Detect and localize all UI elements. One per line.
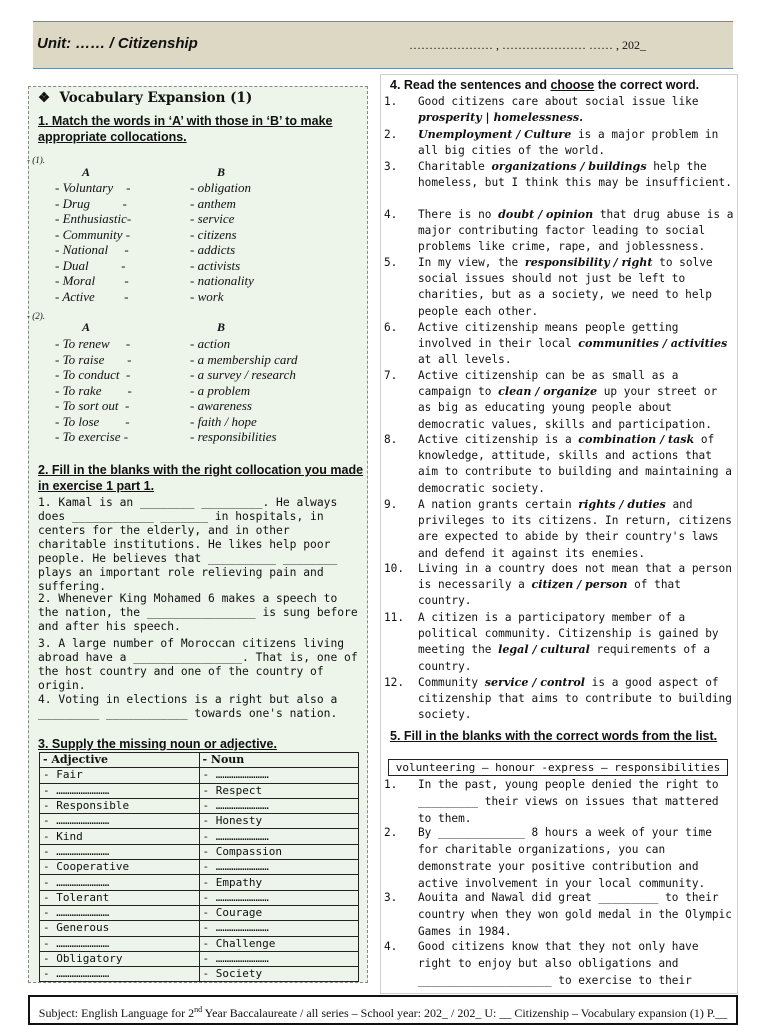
table-cell: - Responsible: [40, 798, 200, 813]
item-text: Active citizenship is a: [418, 433, 579, 446]
ex4-item: [384, 255, 734, 320]
choice-options: Unemployment / Culture: [418, 128, 572, 141]
ex2-item: 3. A large number of Moroccan citizens living abroad have a ________________. That is, one of the host country and one of the country of origin.: [38, 637, 358, 692]
table-cell: - ……………………: [40, 875, 200, 890]
item-number: 9.: [384, 498, 398, 511]
part1-col-a-head: A: [82, 165, 91, 179]
table-cell: - Courage: [199, 905, 359, 920]
table-cell: - ……………………: [199, 921, 359, 936]
item-number: 1.: [384, 778, 398, 791]
ex4-item-text: [384, 561, 734, 610]
table-cell: - ……………………: [199, 829, 359, 844]
part2-label: - (2).: [27, 311, 45, 321]
item-text: of knowledge, attitude, skills and actions that aim to contribute to building and maintaining a democratic society.: [418, 433, 732, 495]
ex2-item: 1. Kamal is an ________ _________. He always does ____________ _______ in hospitals, in centers for the elderly, and in other charitable institutions. He likes help poor people. He believes that __________ ________ plays an important role relieving pain and suffering.: [38, 496, 338, 593]
item-text: A nation grants certain: [418, 498, 579, 511]
table-cell: - ……………………: [199, 860, 359, 875]
footer-pre: Subject: English Language for 2: [38, 1006, 195, 1020]
item-number: 10.: [384, 562, 405, 575]
choice-options: organizations / buildings: [491, 160, 647, 173]
ex4-item-text: [384, 207, 734, 256]
ex4-item: [384, 94, 734, 126]
choice-options: prosperity | homelessness.: [418, 111, 583, 125]
word-list-box: volunteering – honour -express – responsibilities: [388, 759, 728, 776]
ex4-item-text: [384, 432, 734, 497]
table-row: [40, 936, 359, 951]
part1-col-b-head: B: [217, 165, 226, 179]
ex5-item-text: [384, 889, 734, 940]
part1-label: - (1).: [27, 155, 45, 165]
item-text: A citizen is a participatory member of a political community. Citizenship is gained by meeting the: [418, 611, 719, 657]
table-cell: - ……………………: [199, 890, 359, 905]
choice-options: clean / organize: [498, 385, 598, 399]
part2-col-b: - action - a membership card - a survey / research - a problem - awareness - faith / hope - responsibilities: [190, 336, 298, 444]
ex4-item-text: [384, 255, 734, 320]
choice-options: rights / duties: [578, 498, 666, 511]
table-cell: - Cooperative: [40, 860, 200, 875]
table-cell: - Obligatory: [40, 951, 200, 966]
ex4-item-text: [384, 675, 734, 724]
item-number: 11.: [384, 611, 405, 624]
item-number: 7.: [384, 369, 398, 382]
ex5-item: [384, 889, 734, 940]
ex4-item-text: [384, 94, 734, 126]
item-text: Active citizenship can be as small as a campaign to: [418, 369, 679, 399]
ex1-title: 1. Match the words in ‘A’ with those in ‘B’ to make appropriate collocations.: [38, 114, 333, 144]
item-number: 12.: [384, 676, 405, 689]
ex4-item: [384, 561, 734, 610]
ex4-item: [384, 320, 734, 369]
table-cell: - Honesty: [199, 814, 359, 829]
footer-sup: nd: [194, 1005, 203, 1014]
table-cell: - Fair: [40, 768, 200, 783]
table-row: [40, 860, 359, 875]
table-cell: - Adjective: [40, 753, 200, 768]
ex2-item: 2. Whenever King Mohamed 6 makes a speech to the nation, the ________________ is sung before and after his speech.: [38, 592, 358, 633]
item-text: that drug abuse is a major contributing factor leading to social problems like crime, rape, and joblessness.: [418, 208, 734, 254]
item-text: of that country.: [418, 578, 681, 608]
item-number: 3.: [384, 160, 398, 173]
table-cell: - Society: [199, 967, 359, 982]
table-cell: - ……………………: [199, 798, 359, 813]
table-row: [40, 905, 359, 920]
table-row: [40, 829, 359, 844]
table-cell: - ……………………: [40, 783, 200, 798]
table-cell: - ……………………: [40, 967, 200, 982]
ex4-item-text: [384, 127, 734, 159]
item-number: 2.: [384, 826, 398, 839]
vocab-title: [38, 90, 252, 106]
ex4-item: [384, 159, 734, 191]
item-number: 5.: [384, 256, 398, 269]
item-text: is a major problem in all big cities of the world.: [418, 128, 719, 158]
table-row: [40, 798, 359, 813]
item-text: In the past, young people denied the right to _________ their views on issues that mattered to them.: [418, 778, 719, 825]
ex4-item: [384, 368, 734, 433]
choice-options: citizen / person: [531, 578, 628, 592]
table-cell: - Challenge: [199, 936, 359, 951]
item-text: In my view, the: [418, 256, 525, 269]
part2-col-a-head: A: [82, 320, 91, 334]
table-row: [40, 814, 359, 829]
table-cell: - ……………………: [40, 844, 200, 859]
table-cell: - ……………………: [199, 951, 359, 966]
item-text: up your street or as big as educating young people about democratic values, skills and participation.: [418, 385, 718, 431]
ex5-item-text: [384, 824, 734, 892]
ex5-title: 5. Fill in the blanks with the correct words from the list.: [390, 729, 718, 743]
ex4-item-text: [384, 610, 734, 675]
table-row: [40, 875, 359, 890]
ex2-item: 4. Voting in elections is a right but also a _________ ____________ towards one's nation.: [38, 693, 338, 720]
unit-name: …… / Citizenship: [75, 35, 198, 52]
table-row: [40, 753, 359, 768]
footer-post: Year Baccalaureate / all series – School year: 202_ / 202_ U: __ Citizenship – Vocabulary expansion (1) P.__: [202, 1006, 728, 1020]
item-number: 1.: [384, 95, 398, 108]
table-cell: - Kind: [40, 829, 200, 844]
item-number: 3.: [384, 891, 398, 904]
table-row: [40, 844, 359, 859]
item-text: Community: [418, 676, 485, 689]
table-row: [40, 921, 359, 936]
item-text: is a good aspect of citizenship that aims to contribute to building society.: [418, 676, 732, 722]
table-cell: - Empathy: [199, 875, 359, 890]
ex4-title-underlined: choose: [550, 78, 595, 92]
table-cell: - Noun: [199, 753, 359, 768]
item-text: Aouita and Nawal did great _________ to their country when they won gold medal in the Olympic Games in 1984.: [418, 891, 732, 938]
ex5-item: [384, 776, 734, 827]
choice-options: combination / task: [578, 433, 695, 446]
unit-label: Unit:: [37, 35, 72, 52]
item-text: Charitable: [418, 160, 492, 173]
choice-options: service / control: [484, 676, 585, 689]
item-number: 4.: [384, 208, 398, 221]
item-text: By _____________ 8 hours a week of your time for charitable organizations, you can demonstrate your positive contribution and active involvement in your local community.: [418, 826, 712, 890]
unit-title: [37, 35, 198, 52]
ex4-item: [384, 675, 734, 724]
ex4-item: [384, 432, 734, 497]
ex4-item-text: [384, 497, 734, 562]
item-text: and privileges to its citizens. In return, citizens are expected to abide by their country's laws and defend it against its enemies.: [418, 498, 732, 560]
item-text: Good citizens know that they not only have right to enjoy but also obligations and ____________________ to exercise to their: [418, 940, 699, 987]
part2-col-a: - To renew - - To raise - - To conduct - - To rake - - To sort out - - To lose - - To exercise -: [55, 336, 132, 444]
table-cell: - ……………………: [40, 905, 200, 920]
part2-col-b-head: B: [217, 320, 226, 334]
item-number: 8.: [384, 433, 398, 446]
noun-adjective-table: [39, 752, 359, 982]
item-number: 6.: [384, 321, 398, 334]
item-text: Active citizenship means people getting involved in their local: [418, 321, 679, 351]
item-text: There is no: [418, 208, 499, 221]
ex4-item: [384, 610, 734, 675]
ex4-item-text: [384, 159, 734, 191]
ex4-title: [390, 77, 699, 93]
item-text: to solve social issues should not just be left to charities, but as a society, we need to help people each other.: [418, 256, 713, 318]
item-number: 2.: [384, 128, 398, 141]
table-cell: - Respect: [199, 783, 359, 798]
table-cell: - ……………………: [40, 936, 200, 951]
ex3-title: 3. Supply the missing noun or adjective.: [38, 737, 277, 751]
ex4-item: [384, 207, 734, 256]
table-row: [40, 967, 359, 982]
table-cell: - Generous: [40, 921, 200, 936]
ex4-item: [384, 497, 734, 562]
ex5-item: [384, 938, 734, 989]
choice-options: responsibility / right: [524, 256, 653, 269]
ex4-item: [384, 127, 734, 159]
table-row: [40, 768, 359, 783]
choice-options: legal / cultural: [498, 643, 590, 657]
part1-col-b: - obligation - anthem - service - citizens - addicts - activists - nationality - work: [190, 180, 254, 304]
table-cell: - Tolerant: [40, 890, 200, 905]
ex4-title-pre: 4. Read the sentences and: [390, 78, 551, 92]
item-text: Good citizens care about social issue like: [418, 95, 699, 108]
ex4-item-text: [384, 368, 734, 433]
ex4-title-post: the correct word.: [594, 78, 700, 92]
ex4-item-text: [384, 320, 734, 369]
table-cell: - ……………………: [199, 768, 359, 783]
part1-col-a: - Voluntary - - Drug - - Enthusiastic- - Community - - National - - Dual - - Moral - - Active -: [55, 180, 132, 304]
page-header: [33, 21, 733, 69]
table-cell: - Compassion: [199, 844, 359, 859]
choice-options: doubt / opinion: [498, 208, 594, 221]
item-text: requirements of a country.: [418, 643, 711, 673]
table-row: [40, 951, 359, 966]
item-number: 4.: [384, 940, 398, 953]
diamond-icon: ❖: [38, 90, 51, 106]
date-line: ………………… , ………………… …… , 202_: [409, 38, 646, 52]
choice-options: communities / activities: [578, 337, 728, 351]
ex5-item-text: [384, 938, 734, 989]
item-text: at all levels.: [418, 353, 512, 367]
page-footer: [28, 995, 738, 1025]
item-text: help the homeless, but I think this may be insufficient.: [418, 160, 732, 190]
table-row: [40, 890, 359, 905]
ex5-item: [384, 824, 734, 892]
table-row: [40, 783, 359, 798]
table-cell: - ……………………: [40, 814, 200, 829]
vocab-title-text: Vocabulary Expansion (1): [59, 90, 253, 106]
item-text: Living in a country does not mean that a person is necessarily a: [418, 562, 732, 592]
ex5-item-text: [384, 776, 734, 827]
ex2-title: 2. Fill in the blanks with the right collocation you made in exercise 1 part 1.: [38, 463, 364, 493]
